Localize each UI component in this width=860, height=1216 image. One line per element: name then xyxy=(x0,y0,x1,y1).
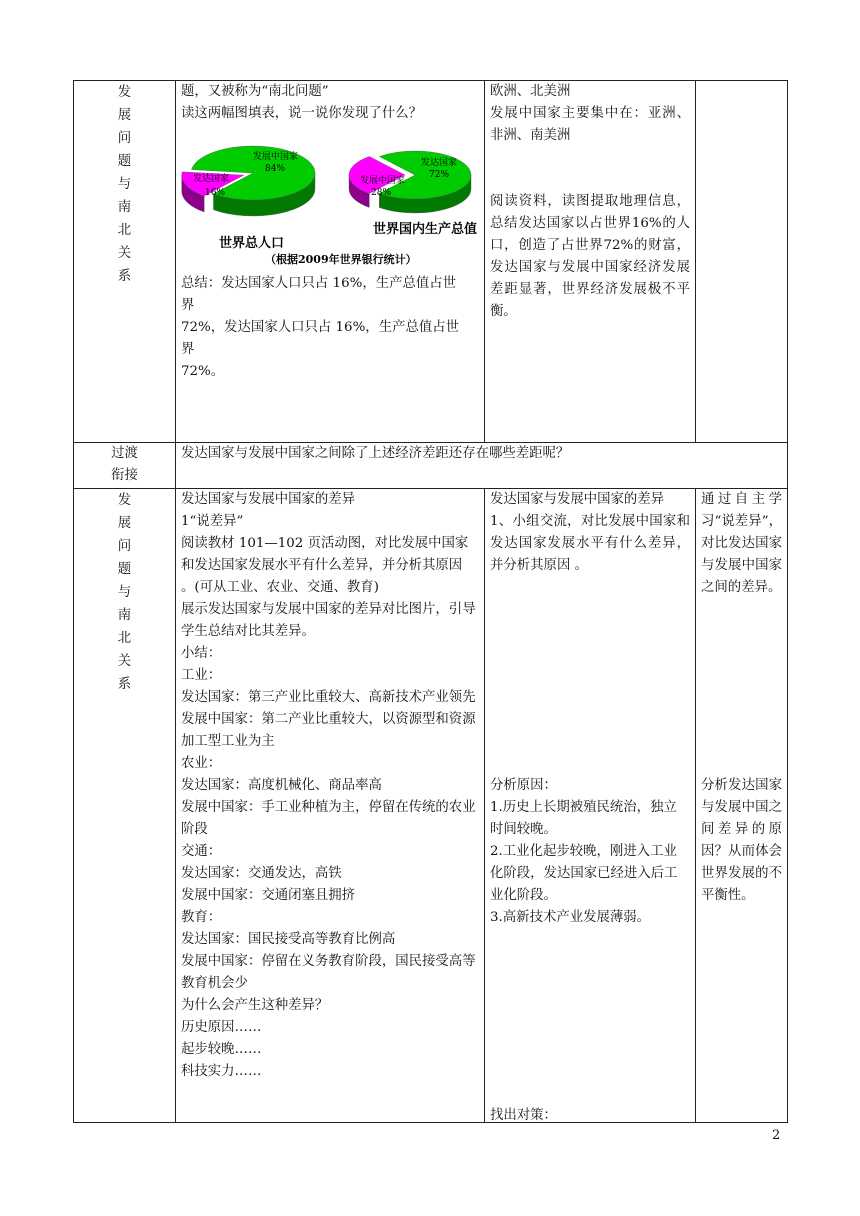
page-number: 2 xyxy=(772,1128,781,1143)
teacher-summary-item: 发展中国家：第二产业比重较大，以资源型和资源加工型工业为主 xyxy=(181,712,476,749)
transition-text-cell xyxy=(176,443,788,489)
vertical-label-char: 发 xyxy=(117,493,132,508)
summary-line: 72%。 xyxy=(181,364,225,379)
teacher-line: 1“说差异” xyxy=(181,514,244,529)
vertical-label xyxy=(79,489,170,696)
gdp-developing-label: 发展中国家 xyxy=(360,176,406,186)
vertical-label-char: 问 xyxy=(117,131,132,146)
population-pie-chart xyxy=(182,146,315,251)
design-intent-1: 通过自主学习“说差异”，对比发达国家与发展中国家之间的差异。 xyxy=(701,492,782,595)
student-activity-cell-1 xyxy=(485,81,696,443)
design-intent-2: 分析发达国家与发展中国之间差异的原因？从而体会世界发展的不平衡性。 xyxy=(701,778,782,903)
teacher-activity-cell-2 xyxy=(176,489,485,1123)
transition-label-line: 过渡 xyxy=(111,446,138,461)
vertical-label-char: 展 xyxy=(117,516,132,531)
gdp-pie-chart xyxy=(349,151,477,237)
lesson-plan-table xyxy=(73,80,788,1123)
vertical-label-char: 关 xyxy=(117,654,132,669)
teacher-paragraph: 阅读教材 101—102 页活动图，对比发展中国家和发达国家发展水平有什么差异，并分析其原因 。(可从工业、农业、交通、教育) xyxy=(181,536,469,595)
teacher-summary-item: 小结： xyxy=(181,646,222,661)
teacher-summary-item: 工业： xyxy=(181,668,222,683)
population-developed-value: 16% xyxy=(205,188,226,198)
summary-line: 界 xyxy=(181,298,195,313)
teacher-line: 发达国家与发展中国家的差异 xyxy=(181,492,356,507)
teacher-summary-item: 发达国家：国民接受高等教育比例高 xyxy=(181,932,396,947)
design-intent-cell-2 xyxy=(696,489,788,1123)
vertical-label-char: 与 xyxy=(117,177,132,192)
student-activity-cell-2 xyxy=(485,489,696,1123)
find-solution-label: 找出对策： xyxy=(490,1108,557,1123)
analysis-title: 分析原因： xyxy=(490,778,557,793)
vertical-label-char: 南 xyxy=(117,200,132,215)
transition-label-line: 衔接 xyxy=(111,468,138,483)
teacher-paragraph: 展示发达国家与发展中国家的差异对比图片，引导学生总结对比其差异。 xyxy=(181,602,476,639)
teacher-summary-list xyxy=(181,643,479,1083)
student-task: 1、小组交流，对比发展中国家和发达国家发展水平有什么差异，并分析其原因 。 xyxy=(490,514,690,573)
vertical-label-char: 展 xyxy=(117,108,132,123)
teacher-summary-item: 发达国家：第三产业比重较大、高新技术产业领先 xyxy=(181,690,476,705)
teacher-line: 题，又被称为“南北问题” xyxy=(181,84,329,99)
vertical-label-char: 发 xyxy=(117,85,132,100)
summary-line: 界 xyxy=(181,342,195,357)
population-developing-label: 发展中国家 xyxy=(253,152,299,162)
teacher-summary-item: 历史原因…… xyxy=(181,1020,262,1035)
vertical-label-char: 题 xyxy=(117,562,132,577)
vertical-label-char: 题 xyxy=(117,154,132,169)
teacher-summary-item: 农业： xyxy=(181,756,222,771)
teacher-summary-item: 教育： xyxy=(181,910,222,925)
teacher-activity-cell-1 xyxy=(176,81,485,443)
summary-line: 72%，发达国家人口只占 16%，生产总值占世 xyxy=(181,320,460,335)
vertical-label-char: 南 xyxy=(117,608,132,623)
row-label-transition xyxy=(74,443,176,489)
pie-charts-figure xyxy=(181,135,479,267)
analysis-item: 1.历史上长期被殖民统治，独立时间较晚。 xyxy=(490,800,677,837)
summary-line: 总结：发达国家人口只占 16%，生产总值占世 xyxy=(181,276,457,291)
gdp-developed-value: 72% xyxy=(429,170,450,180)
vertical-label-char: 北 xyxy=(117,631,132,646)
analysis-item: 2.工业化起步较晚，刚进入工业化阶段，发达国家已经进入后工业化阶段。 xyxy=(490,844,678,903)
transition-text: 发达国家与发展中国家之间除了上述经济差距还存在哪些差距呢？ xyxy=(181,446,570,461)
student-line: 发展中国家主要集中在：亚洲、非洲、南美洲 xyxy=(490,106,690,143)
student-intro: 发达国家与发展中国家的差异 xyxy=(490,492,665,507)
analysis-block xyxy=(490,775,690,929)
teacher-summary-item: 交通： xyxy=(181,844,222,859)
analysis-list xyxy=(490,797,690,929)
table-row-transition xyxy=(74,443,788,489)
student-line: 欧洲、北美洲 xyxy=(490,84,571,99)
teacher-summary-item: 发达国家：高度机械化、商品率高 xyxy=(181,778,382,793)
teacher-summary-item: 为什么会产生这种差异？ xyxy=(181,998,329,1013)
vertical-label-char: 北 xyxy=(117,223,132,238)
pie-charts-svg xyxy=(181,135,481,267)
vertical-label-char: 问 xyxy=(117,539,132,554)
design-intent-cell-1 xyxy=(696,81,788,443)
teacher-summary-item: 发展中国家：手工业种植为主，停留在传统的农业阶段 xyxy=(181,800,476,837)
teacher-summary-item: 科技实力…… xyxy=(181,1064,262,1079)
teacher-summary-item: 起步较晚…… xyxy=(181,1042,262,1057)
teacher-summary-item: 发展中国家：交通闭塞且拥挤 xyxy=(181,888,356,903)
population-developed-label: 发达国家 xyxy=(193,174,230,184)
student-paragraph: 阅读资料，读图提取地理信息，总结发达国家以占世界16%的人口，创造了占世界72%的财富，发达国家与发展中国家经济发展差距显著，世界经济发展极不平衡。 xyxy=(490,194,690,319)
vertical-label-char: 与 xyxy=(117,585,132,600)
vertical-label xyxy=(79,81,170,288)
table-row-north-south-1 xyxy=(74,81,788,443)
chart-source-note: （根据2009年世界银行统计） xyxy=(265,253,417,266)
population-chart-title: 世界总人口 xyxy=(219,236,285,251)
row-label-north-south-1 xyxy=(74,81,176,443)
teacher-summary-item: 发展中国家：停留在义务教育阶段，国民接受高等教育机会少 xyxy=(181,954,476,991)
vertical-label-char: 关 xyxy=(117,246,132,261)
row-label-north-south-2 xyxy=(74,489,176,1123)
vertical-label-char: 系 xyxy=(117,269,132,284)
table-row-north-south-2 xyxy=(74,489,788,1123)
gdp-chart-title: 世界国内生产总值 xyxy=(373,222,478,237)
vertical-label-char: 系 xyxy=(117,677,132,692)
gdp-developing-value: 28% xyxy=(371,188,392,198)
gdp-developed-label: 发达国家 xyxy=(421,158,458,168)
teacher-summary-item: 发达国家：交通发达，高铁 xyxy=(181,866,342,881)
analysis-item: 3.高新技术产业发展薄弱。 xyxy=(490,910,651,925)
teacher-line: 读这两幅图填表，说一说你发现了什么？ xyxy=(181,106,423,121)
population-developing-value: 84% xyxy=(265,164,286,174)
